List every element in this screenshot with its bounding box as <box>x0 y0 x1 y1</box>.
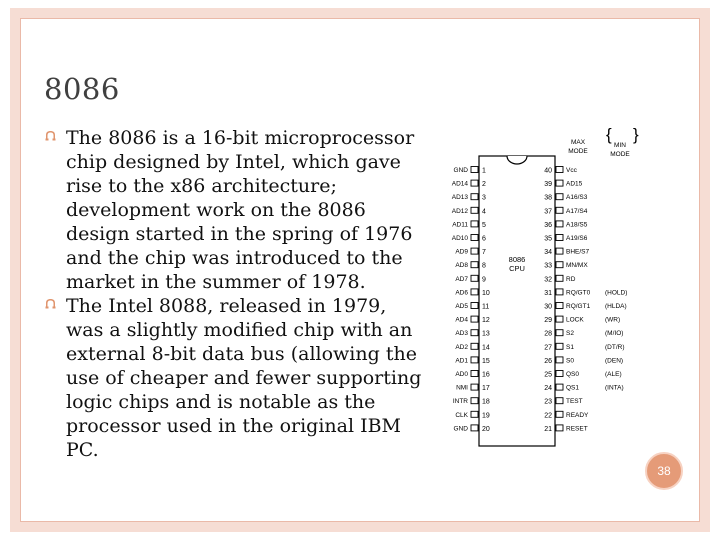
pin-name: AD1 <box>455 357 468 365</box>
pin-name: CLK <box>455 411 468 419</box>
pin-row-left <box>455 248 486 256</box>
pin-number: 31 <box>544 289 552 297</box>
pin-number: 12 <box>482 317 490 325</box>
pin-name: MN/MX <box>566 262 588 270</box>
pin-pad <box>471 221 478 227</box>
pin-number: 40 <box>544 167 552 175</box>
pin-pad <box>556 180 563 186</box>
pin-number: 30 <box>544 303 552 311</box>
pin-name: Vcc <box>566 167 577 174</box>
pin-name: A16/S3 <box>566 194 588 202</box>
pin-name: AD6 <box>455 289 468 297</box>
pin-row-left <box>455 316 490 324</box>
pin-alt-name: (M/IO) <box>605 330 624 338</box>
pin-number: 37 <box>544 208 552 216</box>
pin-pad <box>471 425 478 431</box>
pin-pad <box>471 398 478 404</box>
pin-row-right <box>544 425 587 433</box>
pin-number: 14 <box>482 344 490 352</box>
pin-name: READY <box>566 411 589 419</box>
pin-number: 33 <box>544 262 552 270</box>
pin-pad <box>471 384 478 390</box>
pin-alt-name: (INTA) <box>605 384 624 392</box>
pin-number: 20 <box>482 425 490 433</box>
pin-pad <box>471 167 478 173</box>
pin-row-right <box>544 411 589 419</box>
pin-row-right <box>544 289 627 297</box>
min-mode-label: MIN <box>614 142 626 149</box>
pin-pad <box>556 371 563 377</box>
pin-row-left <box>456 384 490 392</box>
pin-row-left <box>454 425 490 433</box>
pin-pad <box>471 357 478 363</box>
bullet-text: The Intel 8088, released in 1979, was a slightly modified chip with an external 8-bit data bus (allowing the use of cheaper and fewer supporting logic chips and is notable as the processor used in the original IBM PC. <box>66 295 422 461</box>
pin-row-left <box>454 167 486 175</box>
pin-number: 13 <box>482 330 490 338</box>
pin-number: 17 <box>482 385 490 393</box>
pin-row-right <box>544 357 623 365</box>
pin-pad <box>556 411 563 417</box>
pin-pad <box>471 330 478 336</box>
chip-pinout-svg <box>445 125 645 446</box>
pin-name: AD11 <box>452 221 468 229</box>
pin-row-left <box>455 343 490 351</box>
pin-name: S2 <box>566 330 574 338</box>
pin-name: AD4 <box>455 316 468 324</box>
pin-name: AD0 <box>455 371 468 378</box>
pin-row-right <box>544 235 588 243</box>
pin-name: AD3 <box>455 330 468 338</box>
pin-number: 39 <box>544 181 552 189</box>
pin-name: AD10 <box>451 235 468 242</box>
pin-name: AD12 <box>451 207 468 215</box>
pin-pad <box>556 167 563 173</box>
pin-pad <box>556 357 563 363</box>
min-mode-label: MODE <box>610 151 630 158</box>
pin-alt-name: (ALE) <box>605 371 622 378</box>
pin-number: 3 <box>482 194 486 202</box>
pin-number: 25 <box>544 371 552 379</box>
pin-pad <box>471 371 478 377</box>
pin-pad <box>556 235 563 241</box>
pin-name: AD13 <box>451 194 468 202</box>
pin-pad <box>471 303 478 309</box>
pin-pad <box>556 425 563 431</box>
pin-pad <box>556 343 563 349</box>
pin-pad <box>471 275 478 281</box>
bullet-list <box>44 126 424 462</box>
pin-number: 28 <box>544 330 552 338</box>
pin-row-left <box>455 289 490 297</box>
pin-name: AD14 <box>451 180 468 188</box>
mode-brace: } <box>633 125 639 144</box>
pin-number: 15 <box>482 357 490 365</box>
pin-name: A18/S5 <box>566 221 588 229</box>
right-pin-group <box>544 167 627 433</box>
pin-name: S0 <box>566 357 574 365</box>
pin-row-right <box>544 167 577 175</box>
pin-pad <box>556 194 563 200</box>
pin-number: 21 <box>544 425 552 433</box>
pin-number: 8 <box>482 262 486 270</box>
pin-number: 18 <box>482 398 490 406</box>
pin-name: AD8 <box>455 262 468 270</box>
pin-name: NMI <box>456 384 468 392</box>
pin-row-right <box>544 248 589 256</box>
pin-alt-name: (DT/R) <box>605 343 625 351</box>
pin-pad <box>471 180 478 186</box>
pin-pad <box>556 207 563 213</box>
pin-pad <box>556 248 563 254</box>
pin-number: 38 <box>544 194 552 202</box>
pin-number: 11 <box>482 303 490 311</box>
pin-name: AD2 <box>455 343 468 351</box>
pin-number: 27 <box>544 344 552 352</box>
pin-row-left <box>455 303 489 311</box>
pin-alt-name: (DEN) <box>605 357 624 365</box>
pin-name: RD <box>566 275 576 283</box>
pin-row-left <box>455 371 490 379</box>
pin-pad <box>556 384 563 390</box>
pin-number: 16 <box>482 371 490 379</box>
pin-number: 32 <box>544 276 552 284</box>
pin-row-right <box>544 194 588 202</box>
pin-number: 4 <box>482 208 486 216</box>
bullet-icon <box>44 129 57 142</box>
pin-name: RESET <box>566 425 588 433</box>
pin-row-right <box>544 303 626 311</box>
pin-alt-name: (WR) <box>605 316 621 324</box>
pin-pad <box>471 235 478 241</box>
pin-row-right <box>544 180 582 188</box>
pin-row-right <box>544 371 621 379</box>
pin-number: 9 <box>482 276 486 284</box>
chip-label: 8086 <box>508 255 526 264</box>
pin-pad <box>556 316 563 322</box>
pin-number: 1 <box>482 167 486 175</box>
pin-pad <box>471 343 478 349</box>
page-number-badge: 38 <box>645 452 683 490</box>
max-mode-label: MODE <box>568 148 588 155</box>
bullet-icon <box>44 297 57 310</box>
pin-name: TEST <box>566 398 583 406</box>
pin-number: 22 <box>544 412 552 420</box>
pin-pad <box>556 289 563 295</box>
slide-title: 8086 <box>44 72 120 106</box>
pin-pad <box>556 330 563 336</box>
pin-number: 7 <box>482 249 486 257</box>
max-mode-label: MAX <box>570 139 586 146</box>
pin-name: AD9 <box>455 248 468 256</box>
pin-number: 29 <box>544 317 552 325</box>
pin-number: 34 <box>544 249 552 257</box>
pin-number: 5 <box>482 221 486 229</box>
pin-number: 26 <box>544 357 552 365</box>
pin-alt-name: (HOLD) <box>605 289 628 297</box>
pin-pad <box>471 262 478 268</box>
pin-name: QS1 <box>566 384 580 392</box>
pin-name: A19/S6 <box>566 235 588 242</box>
pin-row-right <box>544 330 623 338</box>
pin-name: LOCK <box>566 316 584 324</box>
pin-name: GND <box>453 425 468 433</box>
pin-row-left <box>455 275 486 283</box>
pin-name: QS0 <box>566 371 580 378</box>
pin-row-left <box>455 330 490 338</box>
pin-number: 36 <box>544 221 552 229</box>
pin-pad <box>471 194 478 200</box>
pin-number: 10 <box>482 289 490 297</box>
pin-number: 2 <box>482 181 486 189</box>
pin-number: 23 <box>544 398 552 406</box>
pin-pad <box>556 398 563 404</box>
pin-row-left <box>455 262 486 270</box>
pin-pad <box>556 275 563 281</box>
pin-name: RQ/GT1 <box>566 303 591 310</box>
pin-row-right <box>544 343 624 351</box>
title-divider <box>42 113 662 114</box>
pin-name: GND <box>453 167 468 174</box>
pin-name: S1 <box>566 343 574 351</box>
mode-brace: { <box>606 125 612 144</box>
pin-row-left <box>453 398 490 406</box>
pin-name: RQ/GT0 <box>566 289 591 297</box>
pin-row-right <box>544 384 623 392</box>
pin-name: AD15 <box>566 180 583 188</box>
pin-row-left <box>455 411 490 419</box>
pin-pad <box>556 221 563 227</box>
pin-number: 6 <box>482 235 486 243</box>
pin-name: AD7 <box>455 275 468 283</box>
bullet-item <box>44 126 424 294</box>
pin-row-right <box>544 221 588 229</box>
pin-pad <box>471 248 478 254</box>
pin-name: A17/S4 <box>566 207 588 215</box>
pin-pad <box>471 289 478 295</box>
bullet-text: The 8086 is a 16-bit microprocessor chip designed by Intel, which gave rise to the x86 architecture; development work on the 8086 design started in the spring of 1976 and the chip was introduced to the market in the summer of 1978. <box>66 127 415 293</box>
pin-row-right <box>544 207 588 215</box>
pin-row-left <box>455 357 490 365</box>
pin-name: INTR <box>452 398 468 406</box>
pin-number: 24 <box>544 385 552 393</box>
bullet-item <box>44 294 424 462</box>
pin-alt-name: (HLDA) <box>605 303 627 310</box>
chip-pinout-diagram <box>445 125 645 446</box>
pin-pad <box>471 411 478 417</box>
pin-name: BHE/S7 <box>566 248 590 256</box>
pin-row-right <box>544 262 588 270</box>
pin-pad <box>471 316 478 322</box>
chip-label: CPU <box>509 264 525 273</box>
pin-pad <box>556 303 563 309</box>
pin-row-right <box>544 398 582 406</box>
pin-pad <box>471 207 478 213</box>
pin-number: 35 <box>544 235 552 243</box>
pin-name: AD5 <box>455 303 468 310</box>
pin-number: 19 <box>482 412 490 420</box>
pin-pad <box>556 262 563 268</box>
pin-row-right <box>544 275 575 283</box>
